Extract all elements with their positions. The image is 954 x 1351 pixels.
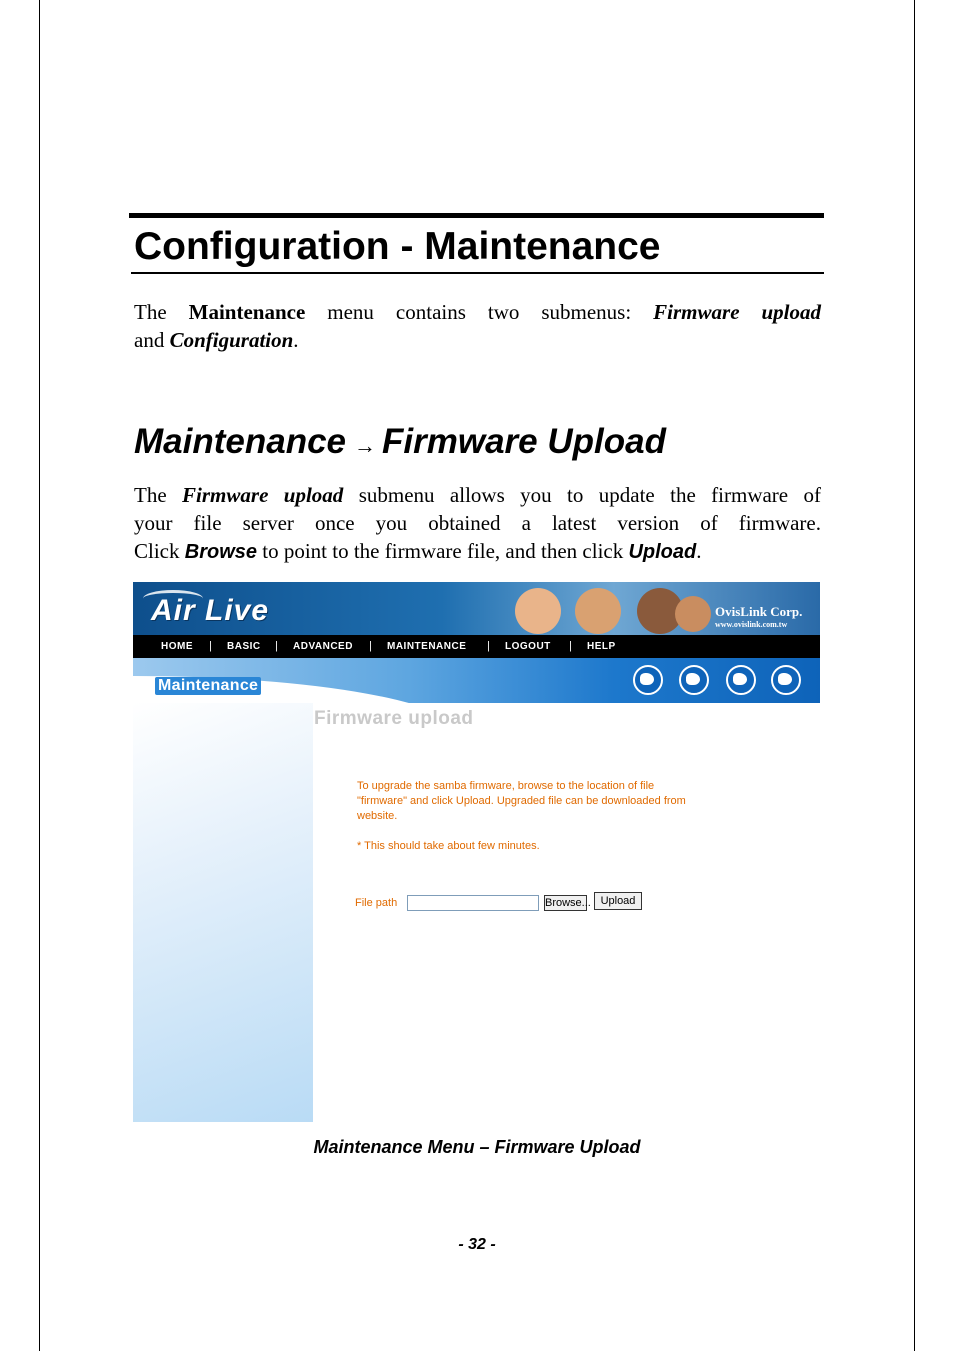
arrow-right-icon: → (354, 433, 376, 458)
airlive-logo: Air Live (151, 594, 270, 627)
child-face-icon (675, 596, 711, 632)
browse-button[interactable]: Browse... (545, 897, 591, 909)
child-face-icon (515, 588, 561, 634)
page-heading: Configuration - Maintenance (134, 225, 661, 268)
nav-help[interactable]: HELP (587, 641, 616, 652)
figure-caption: Maintenance Menu – Firmware Upload (313, 1137, 641, 1157)
child-face-icon (575, 588, 621, 634)
body-paragraph (134, 481, 821, 566)
nav-separator: | (569, 640, 572, 652)
heading-rule-bottom (131, 272, 824, 274)
section-label: Maintenance (155, 677, 261, 695)
duration-note: * This should take about few minutes. (357, 840, 540, 852)
body-upload-term: Upload (628, 541, 697, 563)
file-path-input[interactable] (407, 895, 539, 911)
nav-advanced[interactable]: ADVANCED (293, 641, 353, 652)
corp-name: OvisLink Corp. (715, 604, 803, 619)
intro-paragraph (134, 298, 821, 354)
intro-maintenance-term: Maintenance (188, 300, 306, 324)
nav-basic[interactable]: BASIC (227, 641, 261, 652)
nav-separator: | (275, 640, 278, 652)
page-number: - 32 - (458, 1236, 496, 1253)
nav-home[interactable]: HOME (161, 641, 193, 652)
upload-button[interactable]: Upload (594, 892, 642, 910)
corp-url: www.ovislink.com.tw (715, 620, 788, 629)
nav-bar (133, 635, 820, 658)
body-line-1: The Firmware upload submenu allows you to update the firmware of (134, 483, 821, 507)
nav-separator: | (369, 640, 372, 652)
globe-icon (633, 665, 663, 695)
intro-line-1: The Maintenance menu contains two submenus: Firmware upload (134, 300, 822, 324)
children-photo (505, 582, 715, 635)
header-banner (133, 582, 820, 635)
intro-firmware-upload-term: Firmware upload (653, 300, 822, 324)
nav-separator: | (209, 640, 212, 652)
heading-rule-top (129, 213, 824, 218)
left-sidebar (133, 703, 313, 1122)
intro-configuration-term: Configuration (169, 328, 294, 352)
upgrade-description: To upgrade the samba firmware, browse to the location of file "firmware" and click Upload. Upgraded file can be downloaded from website. (357, 780, 686, 822)
body-firmware-upload-term: Firmware upload (182, 483, 344, 507)
firmware-upload-title: Firmware upload (314, 708, 474, 729)
intro-line-2: and Configuration. (134, 328, 299, 352)
globe-icon (726, 665, 756, 695)
body-line-2: your file server once you obtained a latest version of firmware. (134, 511, 821, 535)
globe-icon (771, 665, 801, 695)
nav-separator: | (487, 640, 490, 652)
nav-logout[interactable]: LOGOUT (505, 641, 551, 652)
nav-maintenance[interactable]: MAINTENANCE (387, 641, 467, 652)
body-line-3: Click Browse to point to the firmware file, and then click Upload. (134, 539, 702, 563)
file-path-label: File path (355, 897, 398, 909)
globe-icon (679, 665, 709, 695)
section-heading: Maintenance → Firmware Upload (134, 422, 666, 461)
firmware-upload-screenshot (133, 582, 820, 1122)
body-browse-term: Browse (184, 541, 257, 563)
